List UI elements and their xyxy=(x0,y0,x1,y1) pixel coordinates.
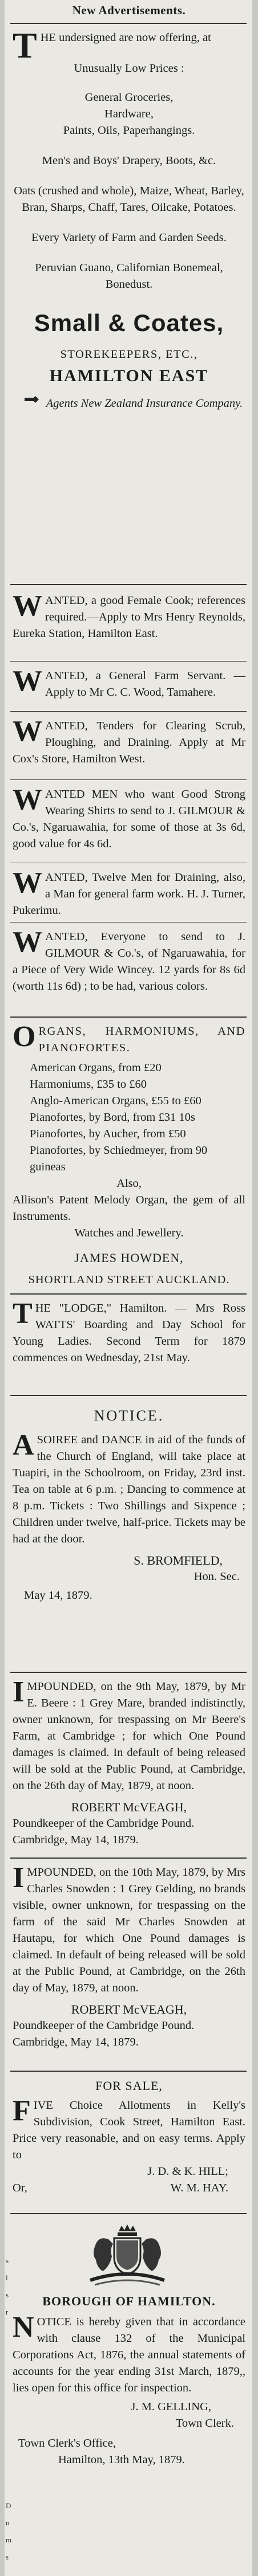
dropcap: W xyxy=(13,665,42,697)
firm-place: HAMILTON EAST xyxy=(49,366,209,385)
page-header: New Advertisements. xyxy=(72,3,186,17)
dropcap: W xyxy=(13,867,42,899)
impounded-signature: ROBERT McVEAGH, xyxy=(71,2002,187,2016)
ad-body: ANTED, Everyone to send to J. GILMOUR & Co.'s, of Ngaruawahia, for a Piece of Very Wide Wincey. 12 yards for 8s 6d (worth 11s 6d) ; to be had, various colors. xyxy=(13,930,245,993)
ad-item: General Groceries, xyxy=(84,91,174,104)
dropcap: W xyxy=(13,715,42,748)
impounded-role: Poundkeeper of the Cambridge Pound. xyxy=(13,2019,195,2032)
wanted-men-ad xyxy=(13,783,245,852)
ad-intro: HE undersigned are now offering, at xyxy=(40,31,211,44)
ad-item: Paints, Oils, Paperhangings. xyxy=(63,124,195,137)
dropcap: F xyxy=(13,2095,31,2127)
organs-line: Pianofortes, by Bord, from £31 10s xyxy=(30,1111,195,1124)
stray-mark: n xyxy=(6,2518,10,2527)
dropcap: W xyxy=(13,783,42,816)
firm-name: Small & Coates, xyxy=(34,309,224,336)
stray-mark: r xyxy=(6,2308,9,2316)
wanted-everyone-ad xyxy=(13,926,245,995)
for-sale-agent-1: J. D. & K. HILL; xyxy=(147,2165,228,2178)
dropcap: T xyxy=(13,1297,33,1330)
for-sale-ad xyxy=(13,2077,245,2197)
notice-signature: S. BROMFIELD, xyxy=(134,1553,223,1567)
ad-body: HE "LODGE," Hamilton. — Mrs Ross WATTS' Boarding and Day School for Young Ladies. Second Term for 1879 commences on Wednesday, 21st May. xyxy=(13,1302,245,1364)
ad-body: ANTED, Tenders for Clearing Scrub, Ploughing, and Draining. Apply at Mr Cox's Store, Hamilton West. xyxy=(13,720,245,765)
ad-body: IVE Choice Allotments in Kelly's Subdivision, Cook Street, Hamilton East. Price very reasonable, and on easy terms. Apply to xyxy=(13,2099,245,2161)
ad-oats: Oats (crushed and whole), Maize, Wheat, Barley, Bran, Sharps, Chaff, Tares, Oilcake, Potatoes. xyxy=(14,185,244,214)
organs-line: Pianofortes, by Aucher, from £50 xyxy=(30,1128,186,1140)
section-rule xyxy=(10,1395,247,1396)
for-sale-heading: FOR SALE, xyxy=(95,2079,163,2093)
section-rule xyxy=(10,584,247,585)
organs-heading: RGANS, HARMONIUMS, AND PIANOFORTES. xyxy=(38,1025,245,1054)
organs-line: Anglo-American Organs, £55 to £60 xyxy=(30,1095,201,1107)
section-rule xyxy=(10,779,247,780)
dropcap: W xyxy=(13,926,42,958)
ad-body: OTICE is hereby given that in accordance with clause 132 of the Municipal Corporations Act, 1876, the annual statements of accounts for the year ending 31st March, 1879,, lies open for this office for inspection. xyxy=(13,2316,245,2394)
ad-body: SOIREE and DANCE in aid of the funds of the Church of England, will take place at Tuapiri, in the Schoolroom, on Friday, 23rd inst. Tea on table at 6 p.m. ; Dancing to commence at 8 p.m. Tickets : Two Shillings and Sixpence ; Children under twelve, half-price. Tickets may be had at the door. xyxy=(13,1434,245,1545)
organs-line: Harmoniums, £35 to £60 xyxy=(30,1078,147,1091)
agents-text: Agents New Zealand Insurance Company. xyxy=(46,397,243,410)
section-rule xyxy=(10,711,247,712)
impounded-signature: ROBERT McVEAGH, xyxy=(71,1800,187,1814)
ad-seeds: Every Variety of Farm and Garden Seeds. xyxy=(31,231,227,244)
section-rule xyxy=(10,1858,247,1859)
organs-line: American Organs, from £20 xyxy=(30,1062,162,1074)
section-rule xyxy=(10,2213,247,2214)
ad-item: Hardware, xyxy=(104,108,154,120)
section-rule xyxy=(10,2071,247,2072)
ad-body: ANTED, a good Female Cook; references required.—Apply to Mrs Henry Reynolds, Eureka Station, Hamilton East. xyxy=(13,594,245,640)
section-rule xyxy=(10,1672,247,1673)
hamilton-east-ad xyxy=(13,25,245,412)
notice-heading: NOTICE. xyxy=(94,1407,164,1424)
dropcap: O xyxy=(13,1020,36,1053)
ad-body: ANTED, Twelve Men for Draining, also, a Man for general farm work. H. J. Turner, Pukerimu. xyxy=(13,871,245,917)
ad-body: ANTED MEN who want Good Strong Wearing Shirts to send to J. GILMOUR & Co.'s, Ngaruawahia, for some of those at 3s 6d, good value for 4s 6d. xyxy=(13,788,245,850)
ad-body: MPOUNDED, on the 10th May, 1879, by Mrs Charles Snowden : 1 Grey Gelding, no brands visible, owner unknown, for trespassing on the farm of the said Mr Charles Snowden at Hautapu, for which One Pound damages is claimed. In default of being released will be sold at the Public Pound, at Cambridge, on the 26th day of May, 1879, at noon. xyxy=(13,1866,245,1994)
dropcap: W xyxy=(13,590,42,622)
ad-guano: Peruvian Guano, Californian Bonemeal, Bonedust. xyxy=(35,262,223,291)
wanted-farm-servant-ad xyxy=(13,665,245,701)
organs-proprietor: JAMES HOWDEN, xyxy=(74,1251,184,1265)
dropcap: I xyxy=(13,1676,25,1708)
stray-mark: s xyxy=(6,2553,9,2561)
organs-ad xyxy=(13,1020,245,1288)
impounded-ad-1 xyxy=(13,1676,245,1848)
wanted-tenders-ad xyxy=(13,715,245,768)
header-rule xyxy=(10,23,247,24)
notice-role: Hon. Sec. xyxy=(194,1570,240,1583)
ad-drapery: Men's and Boys' Drapery, Boots, &c. xyxy=(42,154,216,167)
for-sale-agent-2: W. M. HAY. xyxy=(170,2182,228,2194)
organs-line: Pianofortes, by Schiedmeyer, from 90 guineas xyxy=(30,1144,208,1173)
wanted-cook-ad xyxy=(13,590,245,642)
impounded-ad-2 xyxy=(13,1861,245,2051)
stray-mark: m xyxy=(6,2536,12,2544)
borough-signature: J. M. GELLING, xyxy=(131,2401,211,2413)
section-rule xyxy=(10,1016,247,1018)
stray-mark: l xyxy=(6,2273,8,2282)
notice-ad xyxy=(13,1402,245,1604)
borough-notice xyxy=(13,2293,245,2468)
newspaper-page xyxy=(5,0,252,2576)
stray-mark: s xyxy=(6,2291,9,2299)
borough-office: Town Clerk's Office, xyxy=(18,2437,116,2450)
agents-line xyxy=(13,395,245,412)
section-rule xyxy=(10,1293,247,1295)
stray-mark: s xyxy=(6,2256,9,2265)
borough-date: Hamilton, 13th May, 1879. xyxy=(58,2453,185,2466)
borough-heading: BOROUGH OF HAMILTON. xyxy=(42,2294,216,2308)
ad-body: MPOUNDED, on the 9th May, 1879, by Mr E. Beere : 1 Grey Mare, branded indistinctly, owner unknown, for trespassing on Mr Beere's Farm, at Cambridge ; for which One Pound damages is claimed. In default of being released will be sold at the Public Pound, at Cambridge, on the 26th day of May, 1879, at noon. xyxy=(13,1680,245,1792)
impounded-place-date: Cambridge, May 14, 1879. xyxy=(13,2036,139,2048)
organs-also: Also, xyxy=(116,1177,142,1190)
for-sale-or: Or, xyxy=(13,2182,27,2194)
impounded-place-date: Cambridge, May 14, 1879. xyxy=(13,1834,139,1846)
royal-coat-of-arms-icon xyxy=(84,2221,170,2289)
dropcap: A xyxy=(13,1429,34,1461)
ad-body: ANTED, a General Farm Servant. —Apply to Mr C. C. Wood, Tamahere. xyxy=(45,669,245,699)
notice-date: May 14, 1879. xyxy=(24,1589,92,1602)
dropcap: N xyxy=(13,2311,34,2344)
ad-subheading: Unusually Low Prices : xyxy=(74,62,184,75)
lodge-ad xyxy=(13,1297,245,1366)
borough-role: Town Clerk. xyxy=(175,2417,234,2430)
pointing-hand-icon xyxy=(24,395,40,403)
impounded-role: Poundkeeper of the Cambridge Pound. xyxy=(13,1817,195,1830)
firm-trade: STOREKEEPERS, ETC., xyxy=(60,348,198,361)
section-rule xyxy=(10,661,247,662)
organs-address: SHORTLAND STREET AUCKLAND. xyxy=(28,1273,230,1286)
organs-watches: Watches and Jewellery. xyxy=(74,1227,184,1239)
dropcap: I xyxy=(13,1861,25,1894)
stray-mark: D xyxy=(6,2501,11,2510)
wanted-twelve-men-ad xyxy=(13,869,245,919)
dropcap: T xyxy=(13,25,37,66)
organs-allison: Allison's Patent Melody Organ, the gem of all Instruments. xyxy=(13,1194,245,1223)
